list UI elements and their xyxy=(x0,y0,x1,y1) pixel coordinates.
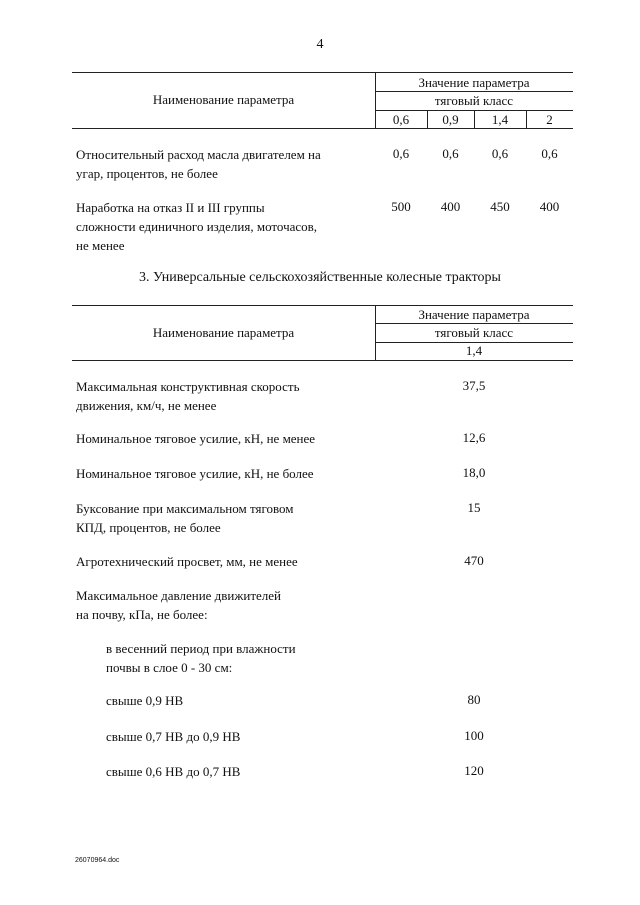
param-line: угар, процентов, не более xyxy=(76,166,218,181)
value-cell: 450 xyxy=(490,199,510,214)
footer-filename: 26070964.doc xyxy=(75,857,120,864)
value-cell: 0,6 xyxy=(442,146,459,161)
param-line: Относительный расход масла двигателем на xyxy=(76,147,321,162)
table-2-value-header: Значение параметра xyxy=(418,307,530,322)
value-cell: 470 xyxy=(464,553,484,568)
value-cell: 37,5 xyxy=(462,378,486,393)
param-line: почвы в слое 0 - 30 см: xyxy=(106,660,233,675)
table-1-class-2: 1,4 xyxy=(491,112,509,127)
param-line: Наработка на отказ II и III группы xyxy=(76,200,265,215)
page-number: 4 xyxy=(316,37,324,52)
table-1-class-header: тяговый класс xyxy=(434,93,514,108)
param-line: Буксование при максимальном тяговом xyxy=(76,501,294,516)
value-cell: 18,0 xyxy=(462,465,486,480)
param-line: Максимальное давление движителей xyxy=(76,588,281,603)
table-1-param-header: Наименование параметра xyxy=(152,92,295,107)
param-line: свыше 0,7 НВ до 0,9 НВ xyxy=(106,729,241,744)
value-cell: 0,6 xyxy=(491,146,509,161)
table-2-class-header: тяговый класс xyxy=(434,325,514,340)
param-line: свыше 0,9 НВ xyxy=(106,693,184,708)
table-1-class-3: 2 xyxy=(546,112,553,127)
table-2-class: 1,4 xyxy=(465,343,483,358)
value-cell: 15 xyxy=(467,500,481,515)
table-2-param-header: Наименование параметра xyxy=(152,325,295,340)
param-line: КПД, процентов, не более xyxy=(76,520,221,535)
value-cell: 80 xyxy=(467,692,481,707)
param-line: сложности единичного изделия, моточасов, xyxy=(76,219,318,234)
param-line: в весенний период при влажности xyxy=(106,641,296,656)
value-cell: 12,6 xyxy=(462,430,486,445)
param-line: Максимальная конструктивная скорость xyxy=(76,379,300,394)
value-cell: 400 xyxy=(539,199,560,214)
value-cell: 500 xyxy=(391,199,411,214)
value-cell: 0,6 xyxy=(392,146,410,161)
section-title: 3. Универсальные сельскохозяйственные колесные тракторы xyxy=(139,270,501,285)
value-cell: 100 xyxy=(464,728,484,743)
param-line: движения, км/ч, не менее xyxy=(76,398,217,413)
param-line: свыше 0,6 НВ до 0,7 НВ xyxy=(106,764,241,779)
param-line: Номинальное тяговое усилие, кН, не менее xyxy=(76,431,316,446)
param-line: Агротехнический просвет, мм, не менее xyxy=(76,554,298,569)
param-line: на почву, кПа, не более: xyxy=(76,607,208,622)
value-cell: 0,6 xyxy=(541,146,558,161)
param-line: не менее xyxy=(76,238,125,253)
table-1-class-0: 0,6 xyxy=(392,112,410,127)
table-1-value-header: Значение параметра xyxy=(418,75,530,90)
param-line: Номинальное тяговое усилие, кН, не более xyxy=(76,466,314,481)
value-cell: 120 xyxy=(464,763,484,778)
table-1-class-1: 0,9 xyxy=(442,112,459,127)
value-cell: 400 xyxy=(440,199,461,214)
